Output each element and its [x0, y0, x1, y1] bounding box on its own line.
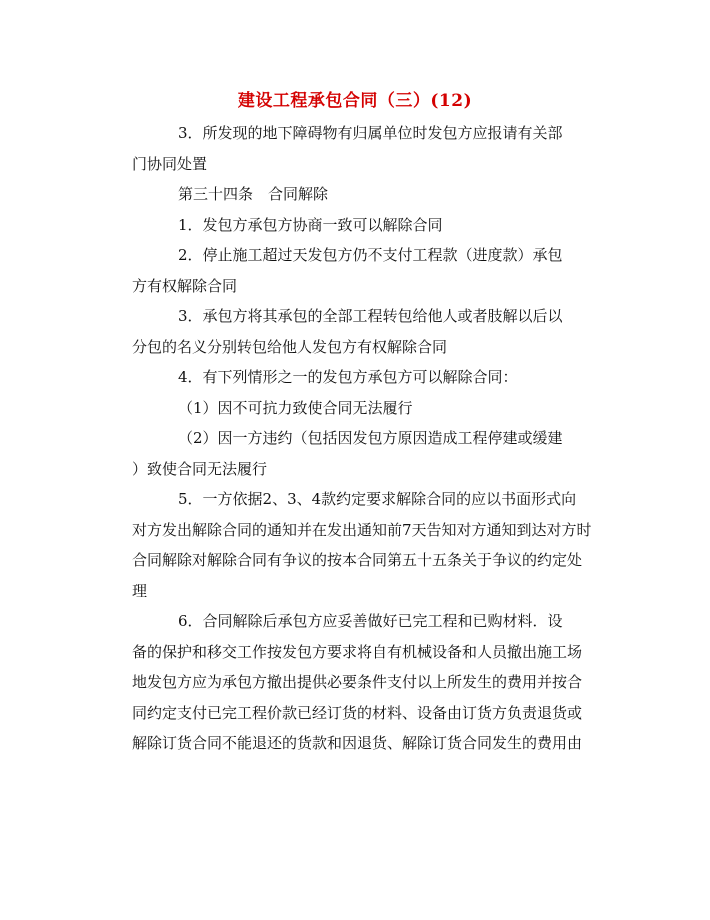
- paragraph-line: 分包的名义分别转包给他人发包方有权解除合同: [132, 337, 448, 356]
- paragraph-line: 6．合同解除后承包方应妥善做好已完工程和已购材料．设: [178, 612, 563, 630]
- paragraph-line: 解除订货合同不能退还的货款和因退货、解除订货合同发生的费用由: [132, 734, 583, 752]
- paragraph-line: 对方发出解除合同的通知并在发出通知前7天告知对方通知到达对方时: [132, 520, 592, 539]
- document-title: 建设工程承包合同（三）(12): [237, 91, 473, 111]
- paragraph-line: 3．所发现的地下障碍物有归属单位时发包方应报请有关部: [178, 124, 563, 142]
- paragraph-line: 方有权解除合同: [132, 276, 238, 295]
- paragraph-line: ）致使合同无法履行: [132, 459, 268, 478]
- document-body: [132, 120, 612, 761]
- list-item: （2）因一方违约（包括因发包方原因造成工程停建或缓建: [178, 429, 563, 447]
- list-item: （1）因不可抗力致使合同无法履行: [178, 398, 413, 417]
- paragraph-line: 备的保护和移交工作按发包方要求将自有机械设备和人员撤出施工场: [132, 642, 583, 661]
- paragraph-line: 地发包方应为承包方撤出提供必要条件支付以上所发生的费用并按合: [132, 673, 583, 691]
- paragraph-line: 1．发包方承包方协商一致可以解除合同: [178, 215, 443, 234]
- paragraph-line: 合同解除对解除合同有争议的按本合同第五十五条关于争议的约定处: [132, 551, 583, 569]
- paragraph-line: 理: [132, 581, 148, 600]
- paragraph-line: 2．停止施工超过天发包方仍不支付工程款（进度款）承包: [178, 246, 563, 264]
- paragraph-line: 5．一方依据2、3、4款约定要求解除合同的应以书面形式向: [178, 490, 577, 508]
- paragraph-line: 3．承包方将其承包的全部工程转包给他人或者肢解以后以: [178, 307, 563, 325]
- section-heading: 第三十四条 合同解除: [178, 185, 329, 203]
- paragraph-line: 4．有下列情形之一的发包方承包方可以解除合同：: [178, 368, 518, 386]
- paragraph-line: 同约定支付已完工程价款已经订货的材料、设备由订货方负责退货或: [132, 703, 583, 722]
- paragraph-line: 门协同处置: [132, 154, 208, 173]
